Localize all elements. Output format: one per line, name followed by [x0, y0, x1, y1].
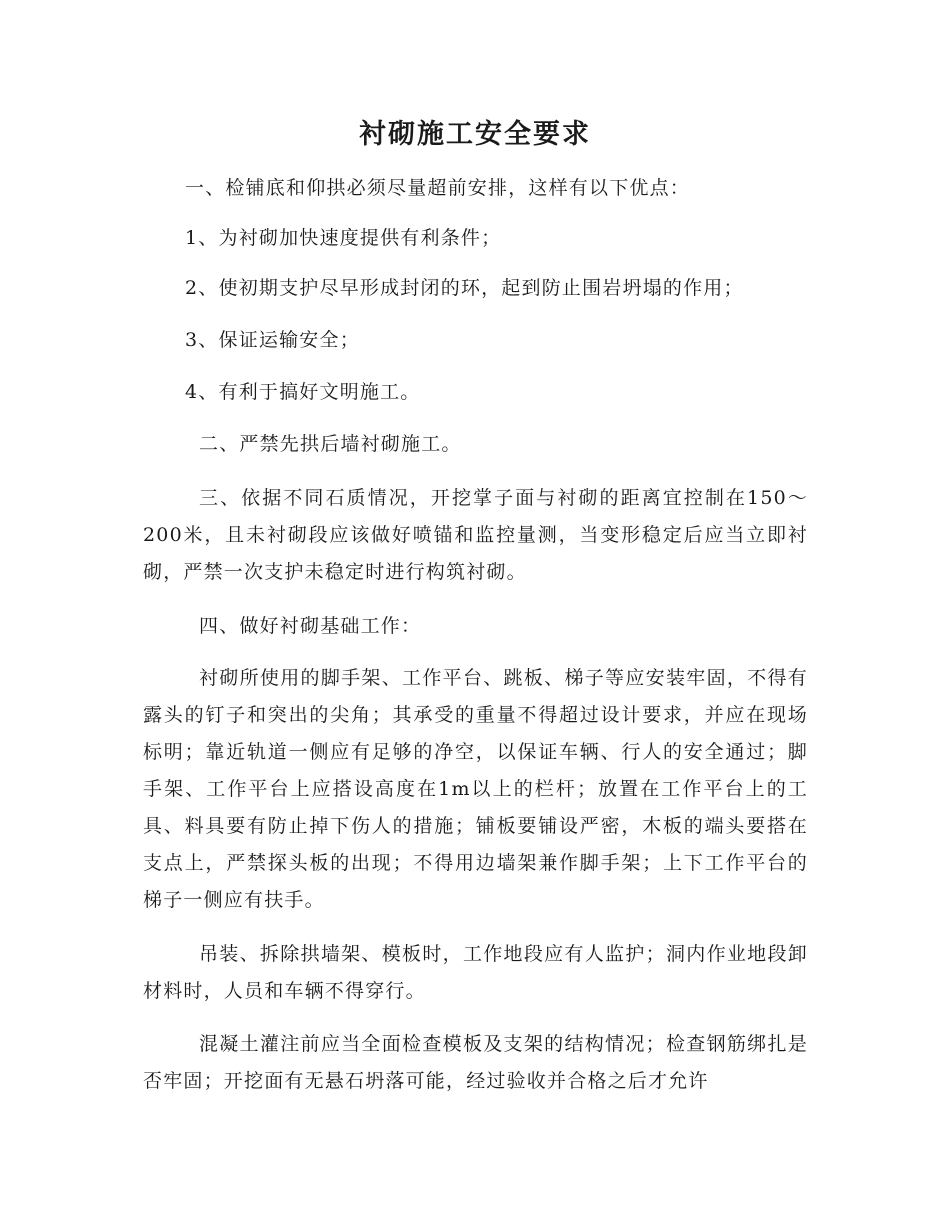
document-title: 衬砌施工安全要求 [359, 119, 591, 150]
list-item-1: 1、为衬砌加快速度提供有利条件； [185, 227, 502, 249]
section-2-heading: 二、严禁先拱后墙衬砌施工。 [199, 433, 462, 455]
list-item-4: 4、有利于搞好文明施工。 [185, 381, 421, 403]
scaffold-paragraph: 衬砌所使用的脚手架、工作平台、跳板、梯子等应安装牢固，不得有露头的钉子和突出的尖角；其承受的重量不得超过设计要求，并应在现场标明；靠近轨道一侧应有足够的净空，以保证车辆、行人的安全通过；脚手架、工作平台上应搭设高度在1m以上的栏杆；放置在工作平台上的工具、料具要有防止掉下伤人的措施；铺板要铺设严密，木板的端头要搭在支点上，严禁探头板的出现；不得用边墙架兼作脚手架；上下工作平台的梯子一侧应有扶手。 [143, 667, 808, 911]
list-item-2: 2、使初期支护尽早形成封闭的环，起到防止围岩坍塌的作用； [185, 277, 744, 299]
section-3-paragraph: 三、依据不同石质情况，开挖掌子面与衬砌的距离宜控制在150～200米，且未衬砌段应该做好喷锚和监控量测，当变形稳定后应当立即衬砌，严禁一次支护未稳定时进行构筑衬砌。 [143, 487, 808, 583]
section-1-heading: 一、检铺底和仰拱必须尽量超前安排，这样有以下优点： [185, 177, 691, 199]
section-4-heading: 四、做好衬砌基础工作： [199, 615, 422, 637]
lifting-paragraph: 吊装、拆除拱墙架、模板时，工作地段应有人监护；洞内作业地段卸材料时，人员和车辆不得穿行。 [143, 943, 808, 1002]
concrete-paragraph: 混凝土灌注前应当全面检查模板及支架的结构情况；检查钢筋绑扎是否牢固；开挖面有无悬石坍落可能，经过验收并合格之后才允许 [143, 1033, 808, 1092]
list-item-3: 3、保证运输安全； [185, 329, 360, 351]
